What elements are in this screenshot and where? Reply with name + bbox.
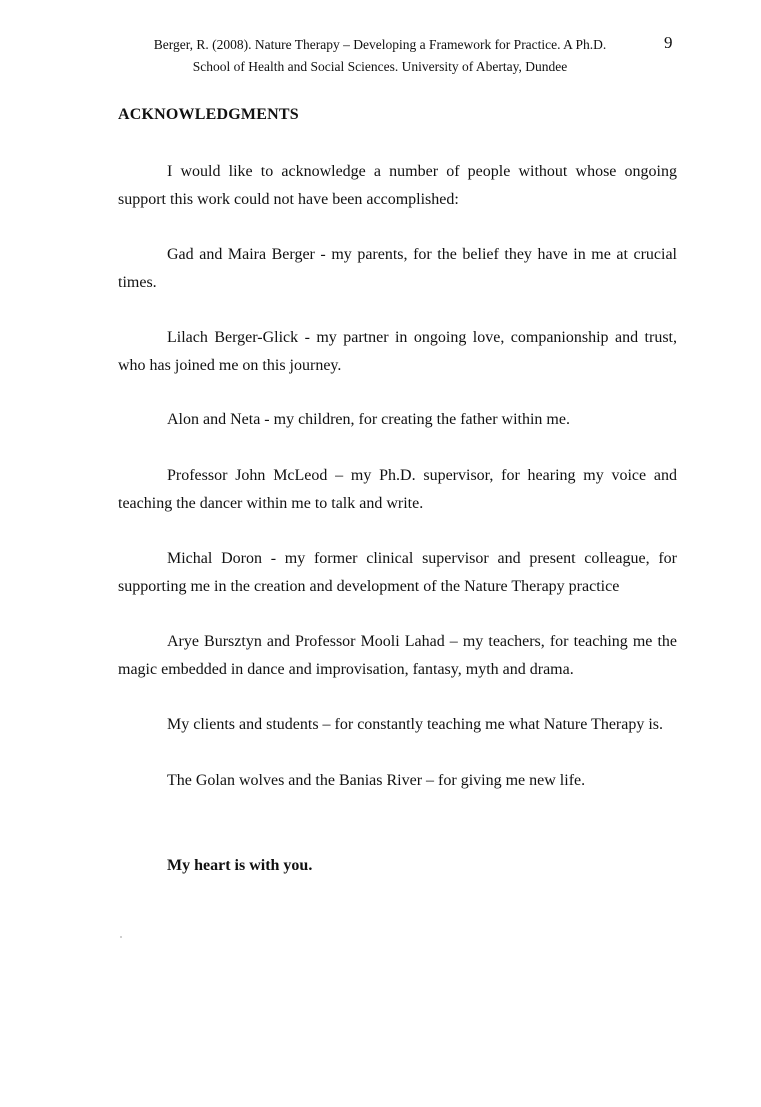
paragraph-teachers: Arye Bursztyn and Professor Mooli Lahad – my teachers, for teaching me the magic embedded in dance and improvisation, fantasy, myth and drama. — [118, 633, 677, 678]
paragraph-children: Alon and Neta - my children, for creating the father within me. — [167, 411, 570, 428]
paragraph-clients: My clients and students – for constantly teaching me what Nature Therapy is. — [167, 716, 664, 733]
closing-line: My heart is with you. — [167, 857, 313, 874]
paragraph-intro: I would like to acknowledge a number of people without whose ongoing support this work could not have been accomplished: — [118, 163, 677, 208]
paragraph-colleague: Michal Doron - my former clinical supervisor and present colleague, for supporting me in the creation and development of the Nature Therapy practice — [118, 550, 677, 595]
paragraph-nature: The Golan wolves and the Banias River – for giving me new life. — [167, 772, 586, 789]
paragraph-parents: Gad and Maira Berger - my parents, for the belief they have in me at crucial times. — [118, 246, 677, 291]
section-title: ACKNOWLEDGMENTS — [118, 106, 299, 123]
paragraph-supervisor: Professor John McLeod – my Ph.D. supervisor, for hearing my voice and teaching the dancer within me to talk and write. — [118, 467, 677, 512]
header-citation-line-2: School of Health and Social Sciences. University of Abertay, Dundee — [192, 59, 568, 74]
paragraph-partner: Lilach Berger-Glick - my partner in ongoing love, companionship and trust, who has joined me on this journey. — [118, 329, 677, 374]
running-header — [150, 34, 610, 78]
page-number: 9 — [664, 33, 673, 52]
header-citation-line-1: Berger, R. (2008). Nature Therapy – Developing a Framework for Practice. A Ph.D. — [153, 37, 607, 52]
scan-speck — [120, 936, 122, 938]
